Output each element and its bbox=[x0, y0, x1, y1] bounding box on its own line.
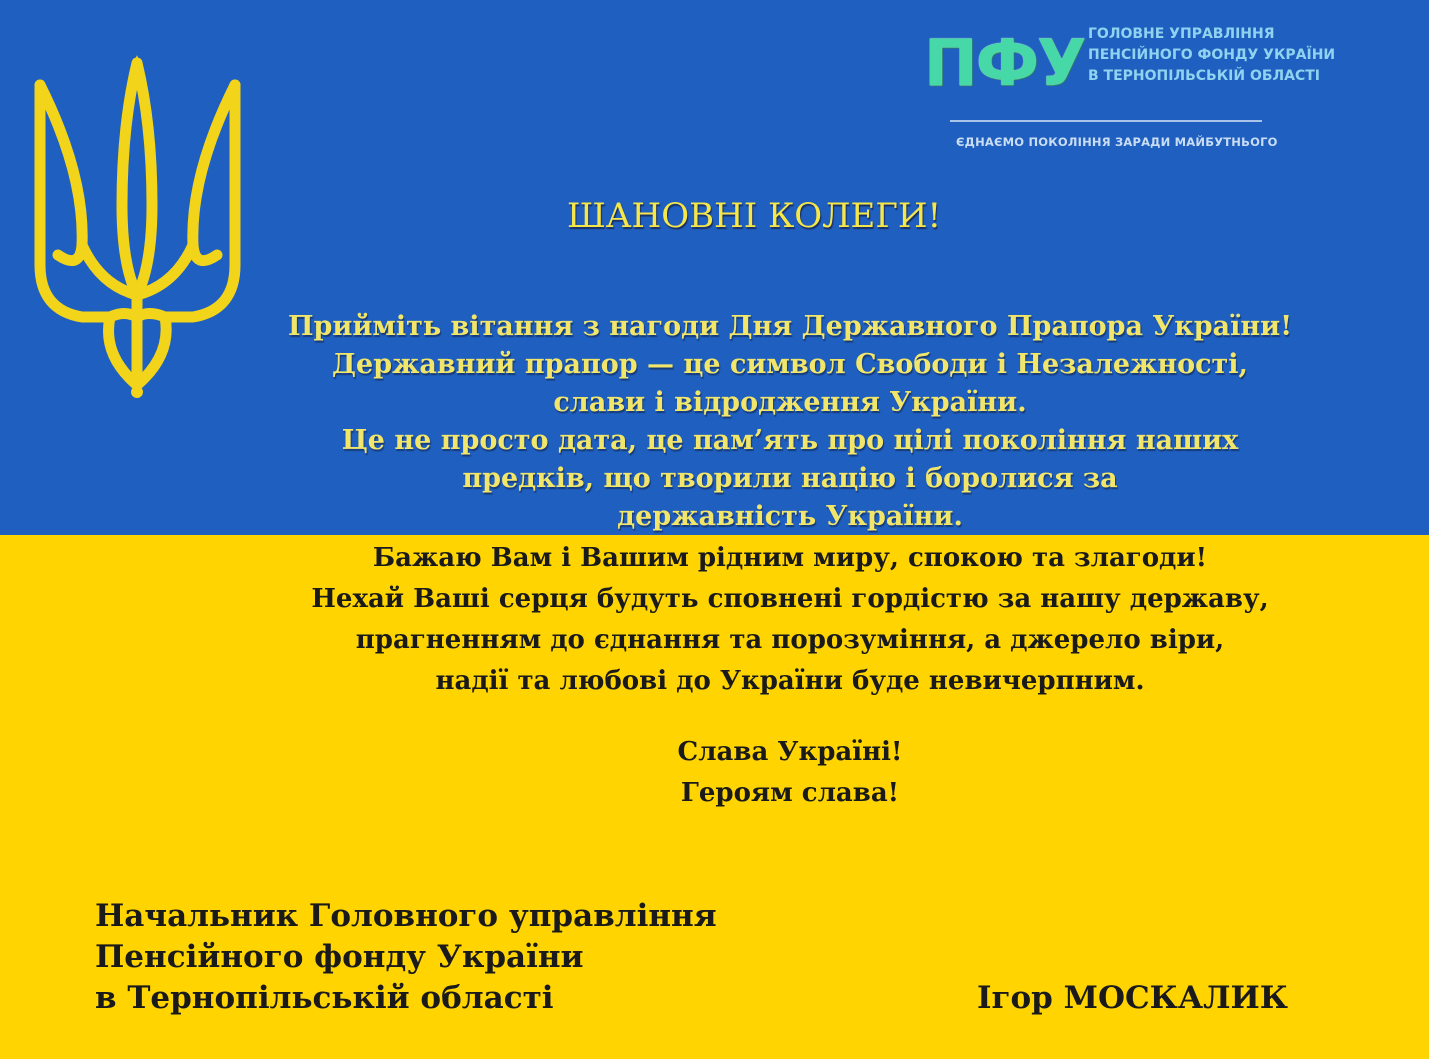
position-line: Начальник Головного управління bbox=[95, 898, 717, 934]
slava-ukraini bbox=[590, 732, 990, 814]
slava-line: Слава Україні! bbox=[677, 737, 903, 767]
greeting-body-blue bbox=[220, 308, 1360, 536]
greeting-line: Прийміть вітання з нагоди Дня Державного Прапора України! bbox=[287, 311, 1293, 342]
position-line: в Тернопільській області bbox=[95, 980, 554, 1016]
pfu-logo bbox=[920, 22, 1340, 162]
signer-name: Ігор МОСКАЛИК bbox=[977, 980, 1288, 1016]
signature-position bbox=[95, 896, 717, 1019]
pfu-logo-mark: ПФУ bbox=[924, 27, 1085, 101]
pfu-org-name bbox=[1088, 24, 1335, 87]
org-line: ГОЛОВНЕ УПРАВЛІННЯ bbox=[1088, 26, 1275, 42]
org-line: В ТЕРНОПІЛЬСЬКІЙ ОБЛАСТІ bbox=[1088, 68, 1321, 84]
position-line: Пенсійного фонду України bbox=[95, 939, 584, 975]
wish-line: Нехай Ваші серця будуть сповнені гордістю за нашу державу, bbox=[311, 584, 1269, 614]
slava-line: Героям слава! bbox=[680, 778, 900, 808]
greeting-line: Державний прапор — це символ Свободи і Незалежності, bbox=[332, 349, 1248, 380]
greeting-title: ШАНОВНІ КОЛЕГИ! bbox=[567, 196, 942, 236]
greeting-line: слави і відродження України. bbox=[553, 387, 1027, 418]
greeting-body-yellow bbox=[220, 538, 1360, 702]
wish-line: прагненням до єднання та порозуміння, а джерело віри, bbox=[355, 625, 1225, 655]
org-line: ПЕНСІЙНОГО ФОНДУ УКРАЇНИ bbox=[1088, 47, 1336, 63]
wish-line: Бажаю Вам і Вашим рідним миру, спокою та злагоди! bbox=[372, 543, 1208, 573]
wish-line: надії та любові до України буде невичерпним. bbox=[435, 666, 1145, 696]
greeting-line: Це не просто дата, це пам’ять про цілі покоління наших bbox=[341, 425, 1239, 456]
logo-divider bbox=[950, 120, 1262, 122]
greeting-line: предків, що творили націю і боролися за bbox=[462, 463, 1118, 494]
pfu-slogan: ЄДНАЄМО ПОКОЛІННЯ ЗАРАДИ МАЙБУТНЬОГО bbox=[956, 135, 1278, 149]
greeting-line: державність України. bbox=[617, 501, 963, 532]
